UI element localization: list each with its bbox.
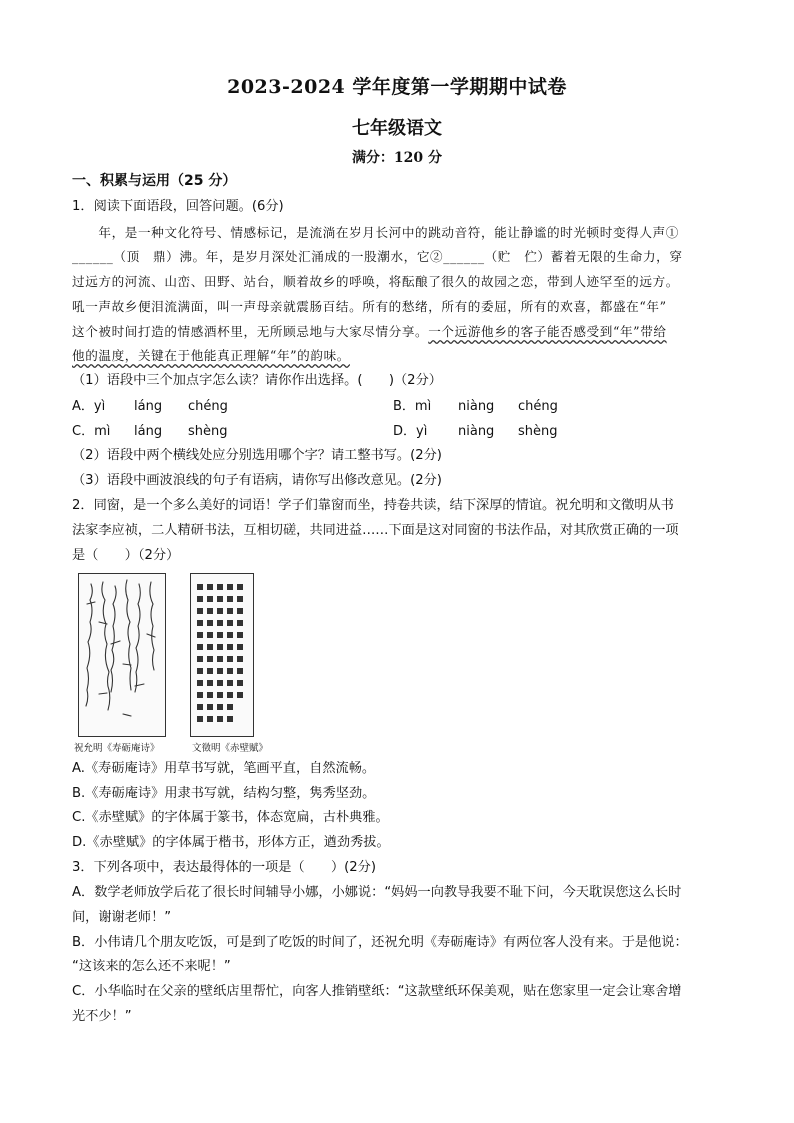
opt-d-2: niàng — [458, 424, 495, 439]
caption-left: 祝允明《寿砺庵诗》 — [74, 743, 160, 754]
q1-passage-line3: 过远方的河流、山峦、田野、站台，顺着故乡的呼唤，将酝酿了很久的故园之恋，带到人迹罕至的远方。 — [72, 274, 679, 289]
wavy-sentence-part2: 他的温度，关键在于他能真正理解“年”的韵味。 — [72, 348, 350, 363]
q2-option-c[interactable]: C.《赤壁赋》的字体属于篆书，体态宽扁，古朴典雅。 — [72, 810, 389, 825]
q1-option-c[interactable] — [72, 423, 110, 441]
q2-option-a[interactable]: A.《寿砺庵诗》用草书写就，笔画平直，自然流畅。 — [72, 761, 376, 776]
opt-d-1: D．yì — [393, 424, 428, 439]
section-heading: 一、积累与运用（25 分） — [72, 173, 237, 189]
opt-c-1: C．mì — [72, 424, 111, 439]
q2-stem-line3: 是（ ）（2分） — [72, 548, 180, 563]
opt-c-2: láng — [134, 424, 163, 439]
blank-1[interactable]: ______ — [72, 249, 114, 264]
q1-sub3: （3）语段中画波浪线的句子有语病，请你写出修改意见。(2分) — [72, 473, 442, 488]
opt-b-2: niàng — [458, 399, 495, 414]
opt-b-1: B．mì — [393, 399, 432, 414]
grade-subject: 七年级语文 — [352, 118, 442, 139]
opt-a-2: láng — [134, 399, 163, 414]
opt-a-1: A．yì — [72, 399, 106, 414]
q1-option-d[interactable] — [393, 423, 427, 441]
calligraphy-image-right — [190, 573, 254, 737]
calligraphy-image-left — [78, 573, 166, 737]
q1-passage-line2 — [72, 248, 683, 266]
q1-sub1: （1）语段中三个加点字怎么读？请你作出选择。( )（2分） — [72, 373, 442, 388]
q3-option-b-line1[interactable]: B．小伟请几个朋友吃饭，可是到了吃饭的时间了，还祝允明《寿砺庵诗》有两位客人没有来。于是他说： — [72, 935, 688, 950]
opt-a-3: chéng — [188, 399, 228, 414]
q1-option-b[interactable] — [393, 398, 431, 416]
q3-option-a-line2: 间，谢谢老师！” — [72, 910, 172, 925]
calligraphy-strokes-right — [191, 574, 253, 736]
q3-option-c-line2: 光不少！” — [72, 1009, 132, 1024]
q1-passage-line2-text: （顶 鼎）沸。年，是岁月深处汇涌成的一股潮水，它②______（贮 伫）蓄着无限的生命力，穿 — [113, 249, 683, 264]
q1-passage-line5 — [72, 323, 667, 341]
q3-option-b-line2: “这该来的怎么还不来呢！” — [72, 959, 231, 974]
q1-sub2: （2）语段中两个横线处应分别选用哪个字？请工整书写。(2分) — [72, 448, 442, 463]
q2-option-b[interactable]: B.《寿砺庵诗》用隶书写就，结构匀整，隽秀坚劲。 — [72, 786, 376, 801]
opt-d-3: shèng — [518, 424, 558, 439]
calligraphy-strokes-left — [79, 574, 165, 736]
q3-stem: 3．下列各项中，表达最得体的一项是（ ）(2分) — [72, 860, 377, 875]
exam-title: 2023-2024 学年度第一学期期中试卷 — [227, 76, 567, 98]
wavy-sentence-part1: 一个远游他乡的客子能否感受到“年”带给 — [428, 324, 667, 339]
q2-stem-line2: 法家李应祯，二人精研书法，互相切磋，共同进益……下面是这对同窗的书法作品，对其欣赏正确的一项 — [72, 523, 679, 538]
q3-option-c-line1[interactable]: C．小华临时在父亲的壁纸店里帮忙，向客人推销壁纸：“这款壁纸环保美观，贴在您家里一定会让寒舍增 — [72, 984, 682, 999]
q3-option-a-line1[interactable]: A．数学老师放学后花了很长时间辅导小娜，小娜说：“妈妈一向教导我要不耻下问，今天耽误您这么长时 — [72, 885, 682, 900]
q2-stem-line1: 2．同窗，是一个多么美好的词语！学子们靠窗而坐，持卷共读，结下深厚的情谊。祝允明和文徵明从书 — [72, 498, 674, 513]
q1-option-a[interactable] — [72, 398, 105, 416]
full-score: 满分：120 分 — [351, 150, 443, 166]
q1-passage-line4: 吼一声故乡便泪流满面，叫一声母亲就震肠百结。所有的愁绪，所有的委屈，所有的欢喜，都盛在“年” — [72, 299, 667, 314]
q2-option-d[interactable]: D.《赤壁赋》的字体属于楷书，形体方正，遒劲秀拔。 — [72, 835, 390, 850]
q1-stem: 1．阅读下面语段，回答问题。(6分) — [72, 199, 284, 214]
caption-right: 文徵明《赤壁赋》 — [192, 743, 269, 754]
opt-c-3: shèng — [188, 424, 228, 439]
opt-b-3: chéng — [518, 399, 558, 414]
q1-passage-line6 — [72, 347, 350, 365]
q1-passage-line5-text: 这个被时间打造的情感酒杯里，无所顾忌地与大家尽情分享。 — [72, 324, 429, 339]
q1-passage-line1: 年，是一种文化符号、情感标记，是流淌在岁月长河中的跳动音符，能让静谧的时光顿时变得人声① — [72, 225, 679, 240]
